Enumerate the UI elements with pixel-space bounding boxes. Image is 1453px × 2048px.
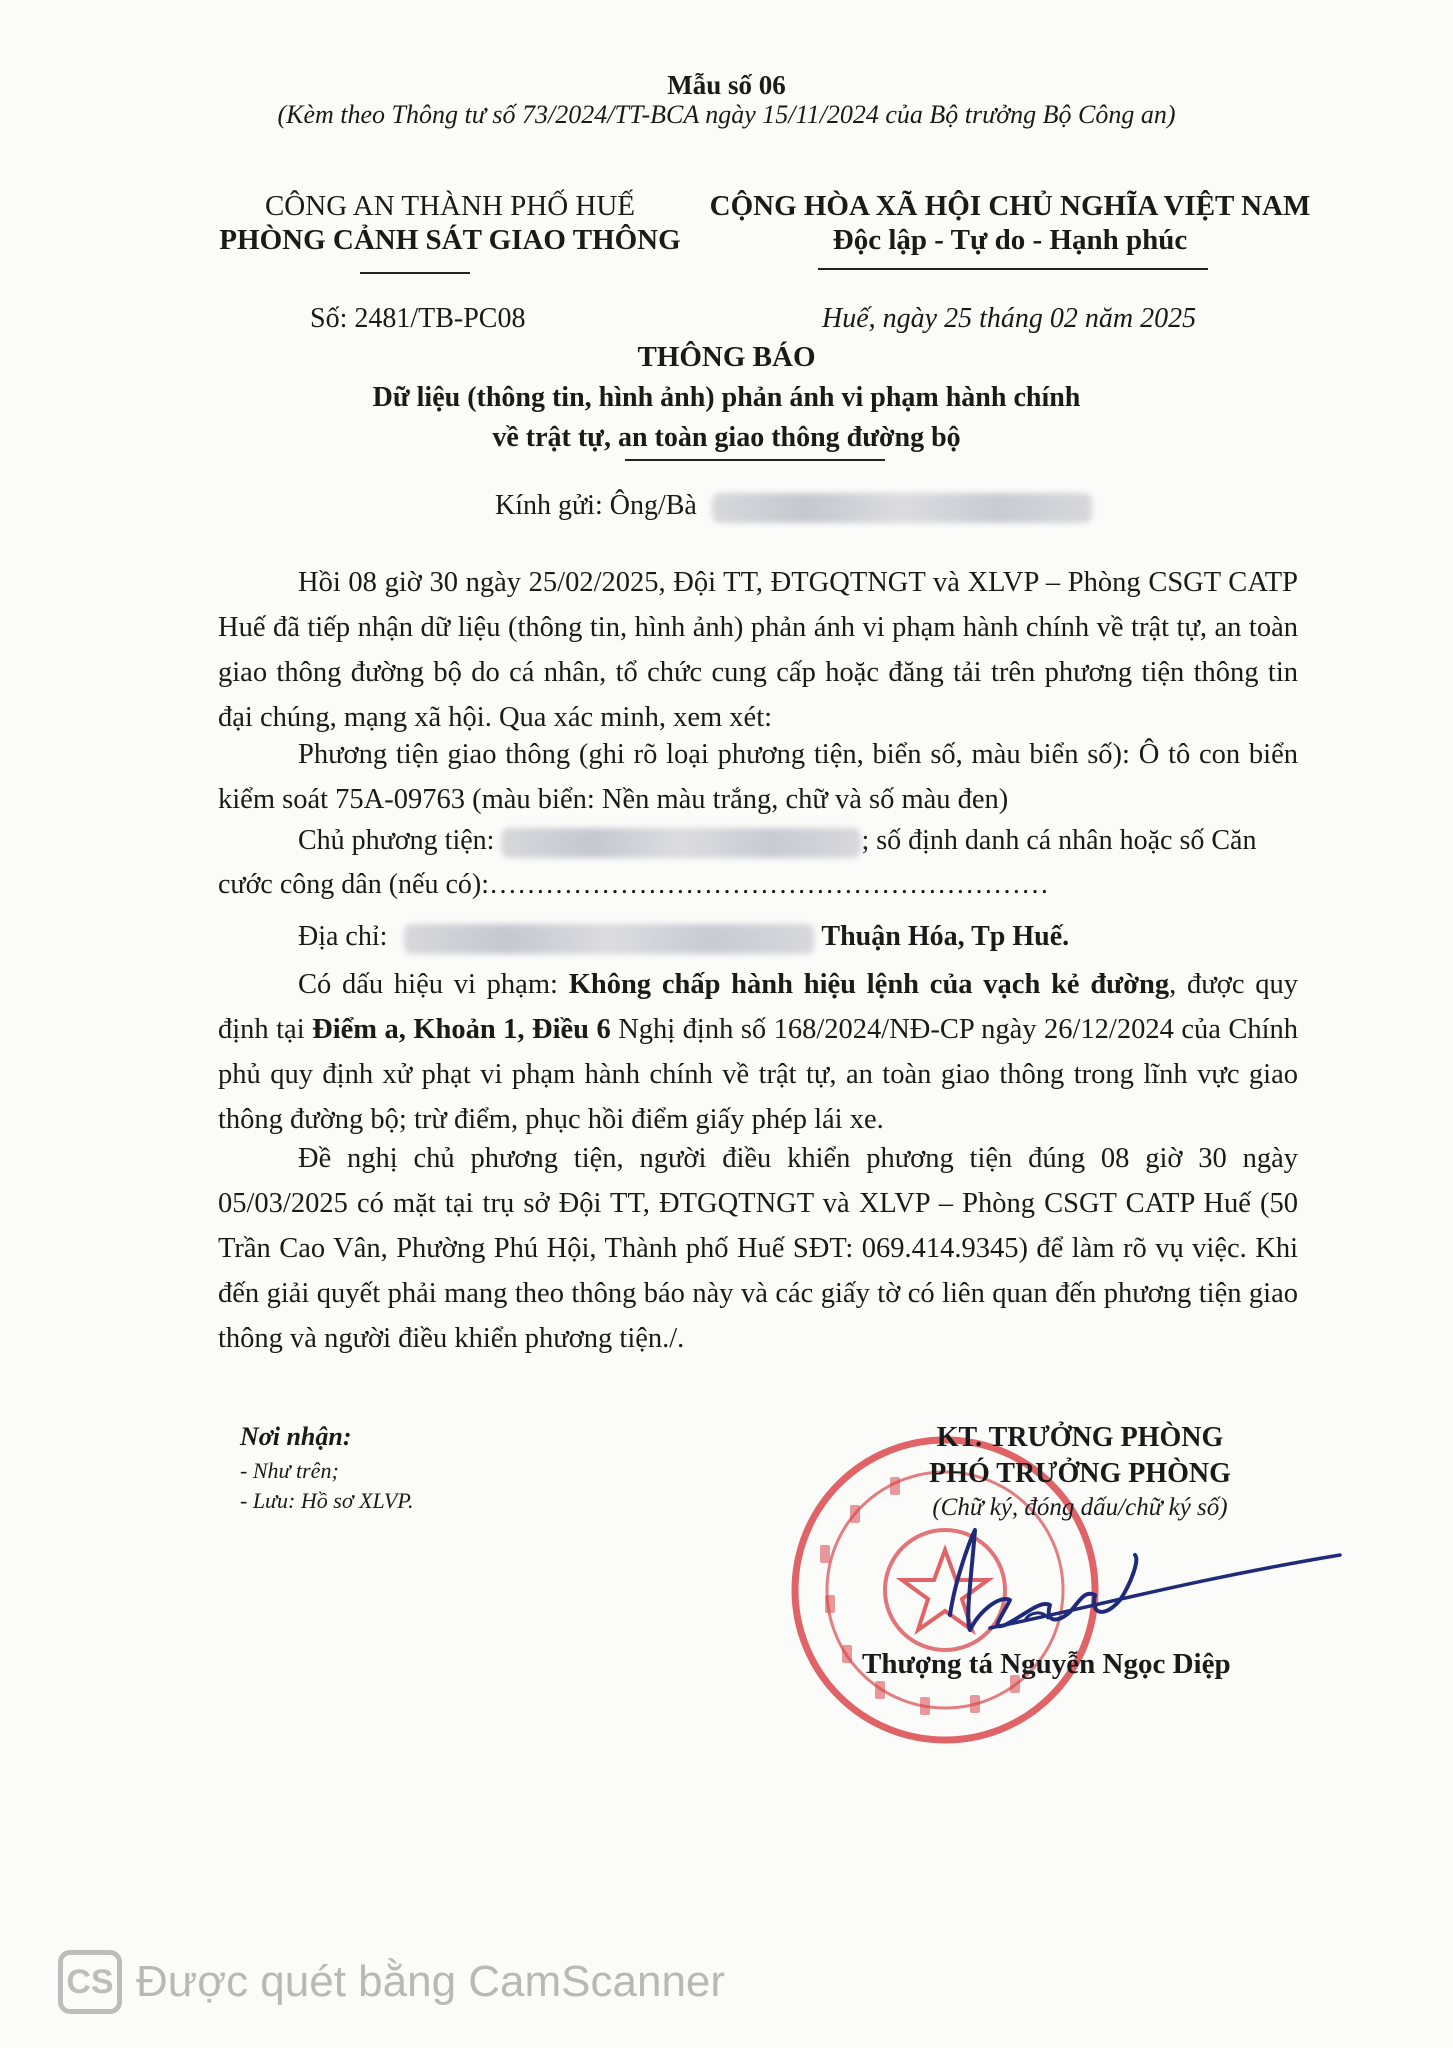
signature-note: (Chữ ký, đóng dấu/chữ ký số) xyxy=(932,1494,1228,1521)
paragraph-receipt-text: Hồi 08 giờ 30 ngày 25/02/2025, Đội TT, ĐTGQTNGT và XLVP – Phòng CSGT CATP Huế đã tiếp nhận dữ liệu (thông tin, hình ảnh) phản ánh vi phạm hành chính về trật tự, an toàn giao thông đường bộ do cá nhân, tổ chức cung cấp hoặc đăng tải trên phương tiện thông tin đại chúng, mạng xã hội. Qua xác minh, xem xét: xyxy=(218,567,1298,733)
paragraph-violation xyxy=(218,962,1298,1142)
paragraph-vehicle xyxy=(218,732,1298,822)
owner-label: Chủ phương tiện: xyxy=(298,825,495,856)
camscanner-text: Được quét bằng CamScanner xyxy=(136,1957,726,2006)
paragraph-request xyxy=(218,1136,1298,1361)
form-number: Mẫu số 06 xyxy=(667,70,786,100)
subtitle-underline xyxy=(625,459,885,461)
recipients-heading: Nơi nhận: xyxy=(240,1422,352,1451)
form-reference: (Kèm theo Thông tư số 73/2024/TT-BCA ngày 15/11/2024 của Bộ trưởng Bộ Công an) xyxy=(277,100,1176,129)
redacted-address xyxy=(404,924,814,954)
recipients-item-1: - Như trên; xyxy=(240,1458,339,1483)
national-motto: Độc lập - Tự do - Hạnh phúc xyxy=(832,224,1188,256)
place-date: Huế, ngày 25 tháng 02 năm 2025 xyxy=(822,303,1197,334)
redacted-recipient-name xyxy=(712,493,1092,523)
document-subtitle-2: về trật tự, an toàn giao thông đường bộ xyxy=(492,422,961,453)
paragraph-receipt xyxy=(218,560,1298,740)
address-line xyxy=(298,914,1069,959)
address-city: Thuận Hóa, Tp Huế. xyxy=(821,921,1070,952)
agency-line2: PHÒNG CẢNH SÁT GIAO THÔNG xyxy=(219,224,681,256)
document-number: Số: 2481/TB-PC08 xyxy=(310,303,526,334)
owner-id-label: ; số định danh cá nhân hoặc số Căn xyxy=(861,825,1257,856)
paragraph-vehicle-text: Phương tiện giao thông (ghi rõ loại phương tiện, biển số, màu biển số): Ô tô con biển kiểm soát 75A-09763 (màu biển: Nền màu trắng, chữ và số màu đen) xyxy=(218,739,1298,815)
signature-title-1: KT. TRƯỞNG PHÒNG xyxy=(936,1422,1224,1453)
agency-underline xyxy=(360,272,470,274)
camscanner-watermark xyxy=(58,1950,725,2014)
violation-description: Không chấp hành hiệu lệnh của vạch kẻ đường xyxy=(568,969,1170,1000)
owner-line xyxy=(298,818,1256,863)
redacted-owner-name xyxy=(501,828,861,858)
owner-id-line: cước công dân (nếu có):…………………………………………………… xyxy=(218,869,1049,900)
signature-title-2: PHÓ TRƯỞNG PHÒNG xyxy=(929,1458,1231,1489)
recipient-label: Kính gửi: Ông/Bà xyxy=(495,490,697,521)
paragraph-request-text: Đề nghị chủ phương tiện, người điều khiển phương tiện đúng 08 giờ 30 ngày 05/03/2025 có mặt tại trụ sở Đội TT, ĐTGQTNGT và XLVP – Phòng CSGT CATP Huế (50 Trần Cao Vân, Phường Phú Hội, Thành phố Huế SĐT: 069.414.9345) để làm rõ vụ việc. Khi đến giải quyết phải mang theo thông báo này và các giấy tờ có liên quan đến phương tiện giao thông và người điều khiển phương tiện./. xyxy=(218,1143,1298,1354)
motto-underline xyxy=(818,268,1208,270)
document-subtitle-1: Dữ liệu (thông tin, hình ảnh) phản ánh vi phạm hành chính xyxy=(372,382,1081,413)
country-name: CỘNG HÒA XÃ HỘI CHỦ NGHĨA VIỆT NAM xyxy=(709,190,1311,222)
handwritten-signature xyxy=(930,1500,1360,1660)
violation-suffix: Nghị định số 168/2024/NĐ-CP ngày 26/12/2024 của Chính phủ quy định xử phạt vi phạm hành chính về trật tự, an toàn giao thông trong lĩnh vực giao thông đường bộ; trừ điểm, phục hồi điểm giấy phép lái xe. xyxy=(218,1014,1299,1135)
address-label: Địa chỉ: xyxy=(298,921,388,952)
agency-line1: CÔNG AN THÀNH PHỐ HUẾ xyxy=(264,190,636,222)
violation-mid: , được quy định tại xyxy=(218,969,1298,1045)
violation-legal-clause: Điểm a, Khoản 1, Điều 6 xyxy=(312,1014,611,1045)
recipient-line xyxy=(495,490,1092,523)
document-title: THÔNG BÁO xyxy=(637,341,816,373)
signer-name: Thượng tá Nguyễn Ngọc Diệp xyxy=(862,1648,1231,1680)
recipients-item-2: - Lưu: Hồ sơ XLVP. xyxy=(240,1488,414,1513)
camscanner-logo-icon: CS xyxy=(58,1950,122,2014)
violation-prefix: Có dấu hiệu vi phạm: xyxy=(298,969,569,1000)
